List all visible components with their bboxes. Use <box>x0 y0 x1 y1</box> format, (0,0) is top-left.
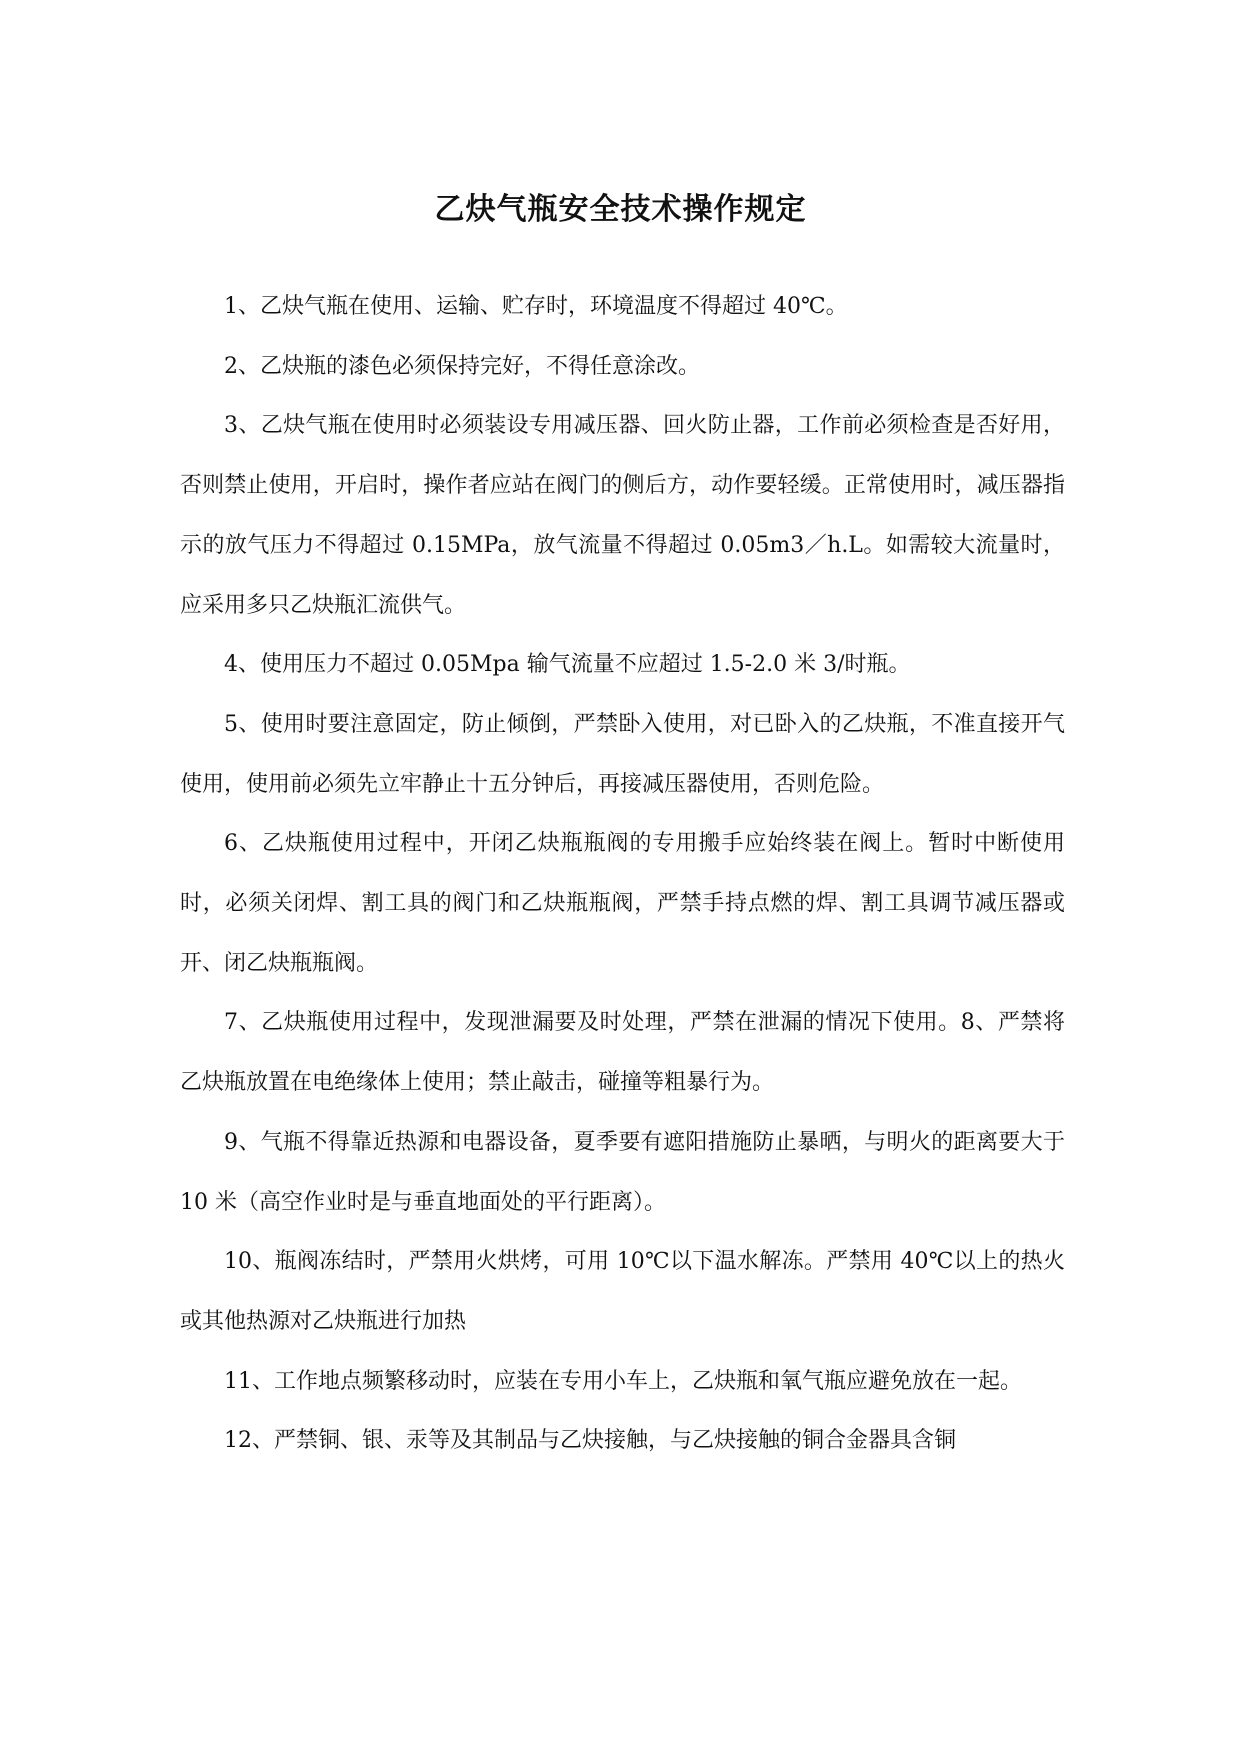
paragraph-6: 6、乙炔瓶使用过程中，开闭乙炔瓶瓶阀的专用搬手应始终装在阀上。暂时中断使用时，必须关闭焊、割工具的阀门和乙炔瓶瓶阀，严禁手持点燃的焊、割工具调节减压器或开、闭乙炔瓶瓶阀。 <box>180 831 1065 976</box>
paragraph-10: 10、瓶阀冻结时，严禁用火烘烤，可用 10℃以下温水解冻。严禁用 40℃以上的热火或其他热源对乙炔瓶进行加热 <box>180 1249 1065 1334</box>
paragraph-1: 1、乙炔气瓶在使用、运输、贮存时，环境温度不得超过 40℃。 <box>224 294 848 319</box>
paragraph-9: 9、气瓶不得靠近热源和电器设备，夏季要有遮阳措施防止暴晒，与明火的距离要大于 10 米（高空作业时是与垂直地面处的平行距离）。 <box>180 1129 1065 1215</box>
paragraph-2: 2、乙炔瓶的漆色必须保持完好，不得任意涂改。 <box>224 353 700 379</box>
document-body <box>180 277 1065 1471</box>
paragraph-11: 11、工作地点频繁移动时，应装在专用小车上，乙炔瓶和氧气瓶应避免放在一起。 <box>224 1368 1022 1394</box>
paragraph-4: 4、使用压力不超过 0.05Mpa 输气流量不应超过 1.5-2.0 米 3/时瓶。 <box>224 652 911 678</box>
document-title: 乙炔气瓶安全技术操作规定 <box>434 192 807 227</box>
paragraph-7: 7、乙炔瓶使用过程中，发现泄漏要及时处理，严禁在泄漏的情况下使用。8、严禁将乙炔瓶放置在电绝缘体上使用；禁止敲击，碰撞等粗暴行为。 <box>180 1010 1065 1096</box>
paragraph-3: 3、乙炔气瓶在使用时必须装设专用减压器、回火防止器，工作前必须检查是否好用，否则禁止使用，开启时，操作者应站在阀门的侧后方，动作要轻缓。正常使用时，减压器指示的放气压力不得超过 0.15MPa，放气流量不得超过 0.05m3／h.L。如需较大流量时，应采用多只乙炔瓶汇流供气。 <box>180 413 1065 618</box>
paragraph-5: 5、使用时要注意固定，防止倾倒，严禁卧入使用，对已卧入的乙炔瓶，不准直接开气使用，使用前必须先立牢静止十五分钟后，再接减压器使用，否则危险。 <box>180 711 1065 797</box>
paragraph-12: 12、严禁铜、银、汞等及其制品与乙炔接触，与乙炔接触的铜合金器具含铜 <box>224 1428 956 1454</box>
